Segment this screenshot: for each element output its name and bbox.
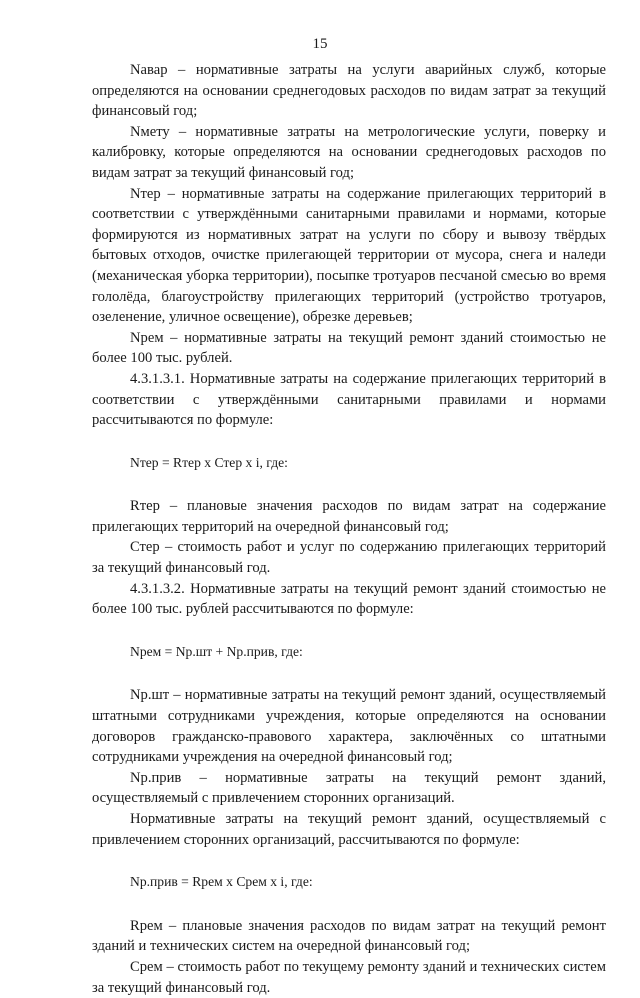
formula-n-ter: Nтер = Rтер x Стер x i, где:	[130, 454, 288, 470]
paragraph-r-rem: Rрем – плановые значения расходов по видам затрат на текущий ремонт зданий и технических систем на очередной финансовый год;	[92, 917, 606, 955]
paragraph-n-r-sht: Nр.шт – нормативные затраты на текущий ремонт зданий, осуществляемый штатными сотрудниками учреждения, которые определяются на основании договоров гражданско-правового характера, заключённых со штатными сотрудниками учреждения на очередной финансовый год;	[92, 687, 606, 766]
paragraph-n-r-priv: Nр.прив – нормативные затраты на текущий ремонт зданий, осуществляемый с привлечением сторонних организаций.	[92, 769, 606, 807]
paragraph-c-rem: Срем – стоимость работ по текущему ремонту зданий и технических систем за текущий финансовый год.	[92, 958, 606, 996]
paragraph-4-3-1-3-1: 4.3.1.3.1. Нормативные затраты на содержание прилегающих территорий в соответствии с утверждёнными санитарными правилами и нормами рассчитываются по формуле:	[92, 370, 606, 429]
formula-n-rem: Nрем = Nр.шт + Nр.прив, где:	[130, 643, 303, 659]
body-text	[92, 60, 606, 998]
paragraph-r-ter: Rтер – плановые значения расходов по видам затрат на содержание прилегающих территорий на очередной финансовый год;	[92, 498, 606, 535]
paragraph-n-ter: Nтер – нормативные затраты на содержание прилегающих территорий в соответствии с утверждёнными санитарными правилами и нормами, которые формируются из нормативных затрат на услуги по сбору и вывозу твёрдых бытовых отходов, очистке прилегающей территории от мусора, снега и наледи (механическая уборка территории), посыпке тротуаров песчаной смесью во время гололёда, благоустройству прилегающих территорий (устройство тротуаров, озеленение, уличное освещение), обрезке деревьев;	[92, 185, 606, 326]
paragraph-n-metu: Nмету – нормативные затраты на метрологические услуги, поверку и калибровку, которые определяются на основании среднегодовых расходов по видам затрат за текущий финансовый год;	[92, 123, 606, 181]
paragraph-c-ter: Стер – стоимость работ и услуг по содержанию прилегающих территорий за текущий финансовый год.	[92, 539, 606, 577]
page-number: 15	[312, 36, 328, 52]
paragraph-4-3-1-3-2: 4.3.1.3.2. Нормативные затраты на текущий ремонт зданий стоимостью не более 100 тыс. рублей рассчитываются по формуле:	[92, 580, 606, 618]
paragraph-n-avar: Nавар – нормативные затраты на услуги аварийных служб, которые определяются на основании среднегодовых расходов по видам затрат за текущий финансовый год;	[92, 62, 606, 120]
paragraph-n-rem: Nрем – нормативные затраты на текущий ремонт зданий стоимостью не более 100 тыс. рублей.	[92, 329, 606, 367]
formula-n-r-priv: Nр.прив = Rрем x Срем x i, где:	[130, 874, 313, 890]
paragraph-repair-external: Нормативные затраты на текущий ремонт зданий, осуществляемый с привлечением сторонних организаций, рассчитываются по формуле:	[92, 811, 606, 848]
